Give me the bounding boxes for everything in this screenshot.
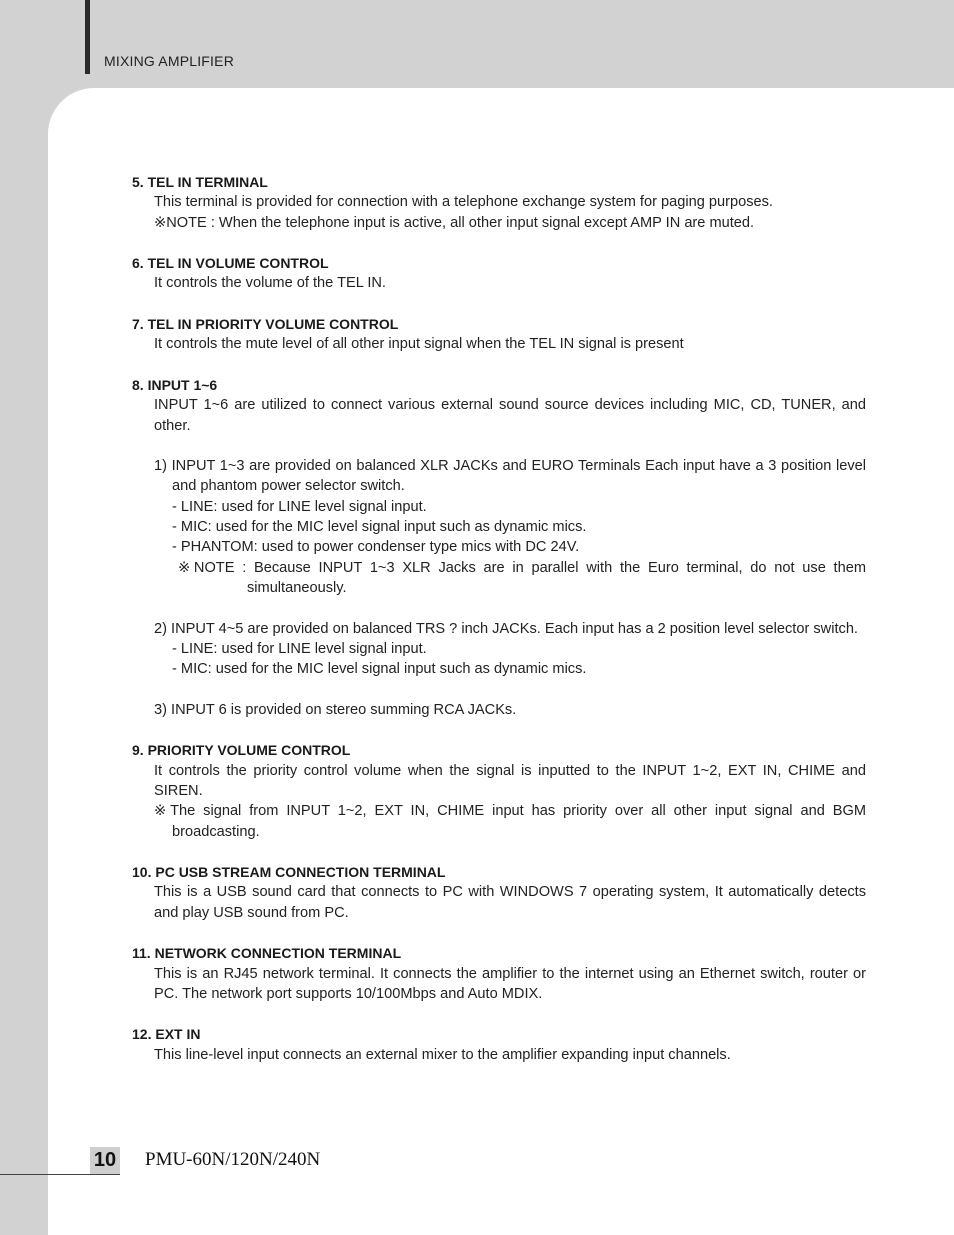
footer-rule (0, 1174, 120, 1175)
section-text: It controls the priority control volume when the signal is inputted to the INPUT 1~2, EXT IN, CHIME and SIREN. (154, 762, 866, 799)
section-text: It controls the mute level of all other input signal when the TEL IN signal is present (154, 336, 684, 353)
model-name: PMU-60N/120N/240N (145, 1149, 321, 1170)
section-text: It controls the volume of the TEL IN. (154, 275, 386, 292)
section-heading: 10. PC USB STREAM CONNECTION TERMINAL (132, 864, 446, 881)
subsection-text: 3) INPUT 6 is provided on stereo summing RCA JACKs. (154, 701, 517, 718)
section-note: ※NOTE : Because INPUT 1~3 XLR Jacks are in parallel with the Euro terminal, do not use them simultaneously. (178, 559, 866, 596)
section-input-1-6 (132, 375, 866, 720)
section-text: This terminal is provided for connection with a telephone exchange system for paging purposes. (154, 194, 773, 211)
section-tel-in-volume (132, 253, 866, 294)
section-note: ※NOTE : When the telephone input is active, all other input signal except AMP IN are muted. (154, 214, 755, 231)
section-tel-in-priority (132, 314, 866, 355)
section-ext-in (132, 1024, 866, 1065)
section-text: This is an RJ45 network terminal. It connects the amplifier to the internet using an Ethernet switch, router or PC. The network port supports 10/100Mbps and Auto MDIX. (154, 965, 866, 1002)
list-item: - MIC: used for the MIC level signal input such as dynamic mics. (172, 661, 587, 678)
section-text: This is a USB sound card that connects to PC with WINDOWS 7 operating system, It automatically detects and play USB sound from PC. (154, 884, 866, 921)
section-heading: 9. PRIORITY VOLUME CONTROL (132, 742, 351, 759)
subsection-text: 1) INPUT 1~3 are provided on balanced XLR JACKs and EURO Terminals Each input have a 3 position level and phantom power selector switch. (154, 458, 866, 495)
manual-content (132, 172, 866, 1085)
section-pc-usb-stream (132, 862, 866, 923)
section-heading: 6. TEL IN VOLUME CONTROL (132, 255, 329, 272)
section-heading: 12. EXT IN (132, 1026, 201, 1043)
section-heading: 8. INPUT 1~6 (132, 376, 218, 393)
section-note: ※The signal from INPUT 1~2, EXT IN, CHIME input has priority over all other input signal and BGM broadcasting. (154, 803, 866, 840)
list-item: - MIC: used for the MIC level signal input such as dynamic mics. (172, 519, 587, 536)
section-priority-volume (132, 740, 866, 841)
header-accent-bar (85, 0, 90, 74)
subsection-text: 2) INPUT 4~5 are provided on balanced TRS ? inch JACKs. Each input has a 2 position level selector switch. (154, 620, 858, 637)
page-number: 10 (90, 1147, 120, 1174)
section-heading: 7. TEL IN PRIORITY VOLUME CONTROL (132, 316, 399, 333)
section-network-connection (132, 943, 866, 1004)
section-text: This line-level input connects an external mixer to the amplifier expanding input channels. (154, 1046, 731, 1063)
section-heading: 11. NETWORK CONNECTION TERMINAL (132, 945, 402, 962)
section-tel-in-terminal (132, 172, 866, 233)
section-text: INPUT 1~6 are utilized to connect various external sound source devices including MIC, CD, TUNER, and other. (154, 397, 866, 434)
section-heading: 5. TEL IN TERMINAL (132, 174, 268, 190)
header-title: MIXING AMPLIFIER (104, 53, 234, 69)
list-item: - LINE: used for LINE level signal input. (172, 640, 427, 657)
list-item: - PHANTOM: used to power condenser type mics with DC 24V. (172, 539, 580, 556)
list-item: - LINE: used for LINE level signal input. (172, 498, 427, 515)
